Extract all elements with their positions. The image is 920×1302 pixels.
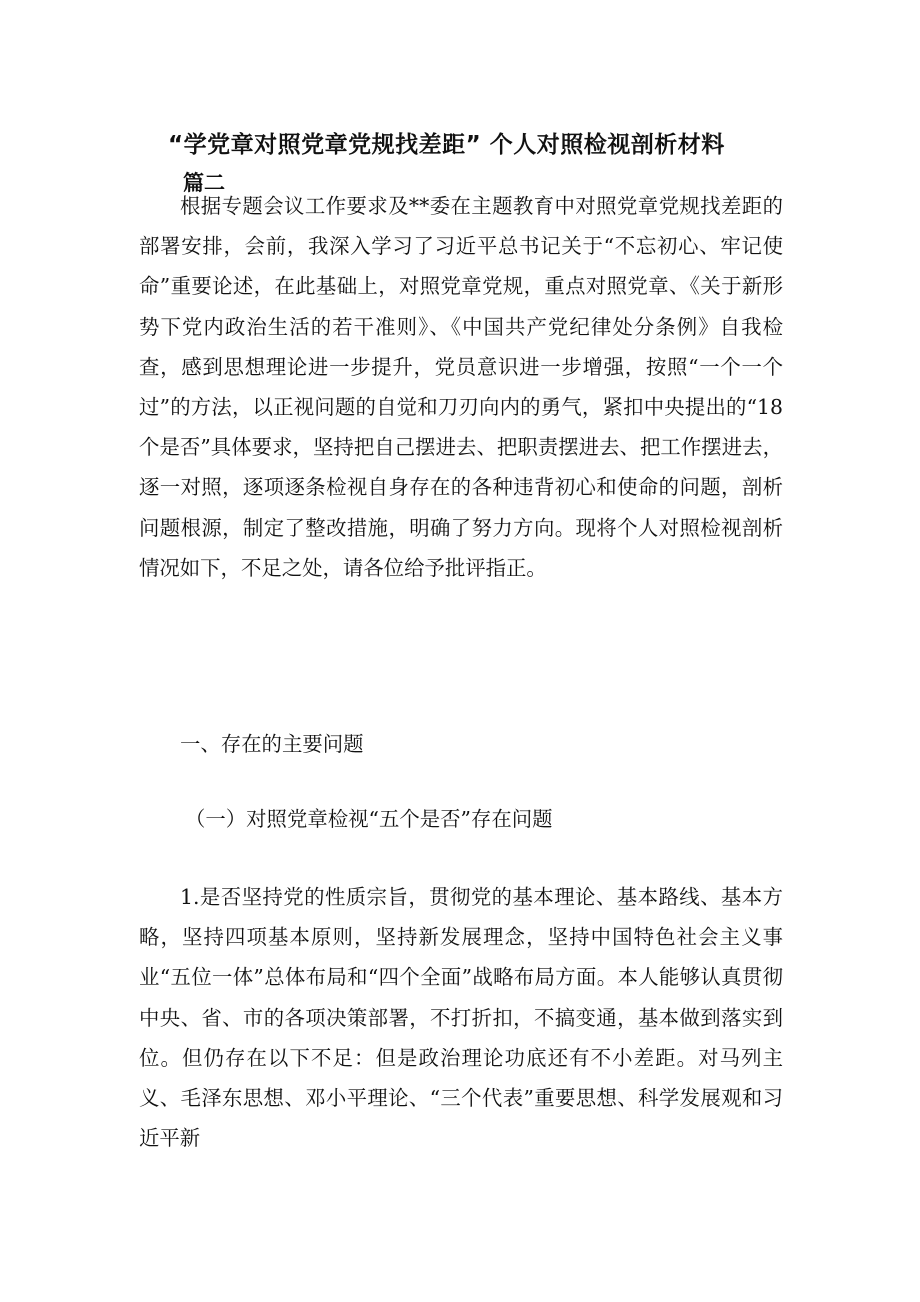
item-paragraph: 1.是否坚持党的性质宗旨，贯彻党的基本理论、基本路线、基本方略，坚持四项基本原则，坚持新发展理念，坚持中国特色社会主义事业“五位一体”总体布局和“四个全面”战略布局方面。本人能够认真贯彻中央、省、市的各项决策部署，不打折扣，不搞变通，基本做到落实到位。但仍存在以下不足：但是政治理论功底还有不小差距。对马列主义、毛泽东思想、邓小平理论、“三个代表”重要思想、科学发展观和习近平新 — [139, 885, 783, 1151]
document-subtitle: 篇二 — [183, 171, 225, 195]
subsection-heading: （一）对照党章检视“五个是否”存在问题 — [185, 807, 553, 831]
section-heading: 一、存在的主要问题 — [180, 732, 364, 756]
document-title: “学党章对照党章党规找差距” 个人对照检视剖析材料 — [168, 132, 725, 158]
intro-paragraph: 根据专题会议工作要求及**委在主题教育中对照党章党规找差距的部署安排，会前，我深入学习了习近平总书记关于“不忘初心、牢记使命”重要论述，在此基础上，对照党章党规，重点对照党章、《关于新形势下党内政治生活的若干准则》、《中国共产党纪律处分条例》自我检查，感到思想理论进一步提升，党员意识进一步增强，按照“一个一个过”的方法，以正视问题的自觉和刀刃向内的勇气，紧扣中央提出的“18个是否”具体要求，坚持把自己摆进去、把职责摆进去、把工作摆进去，逐一对照，逐项逐条检视自身存在的各种违背初心和使命的问题，剖析问题根源，制定了整改措施，明确了努力方向。现将个人对照检视剖析情况如下，不足之处，请各位给予批评指正。 — [139, 194, 783, 580]
